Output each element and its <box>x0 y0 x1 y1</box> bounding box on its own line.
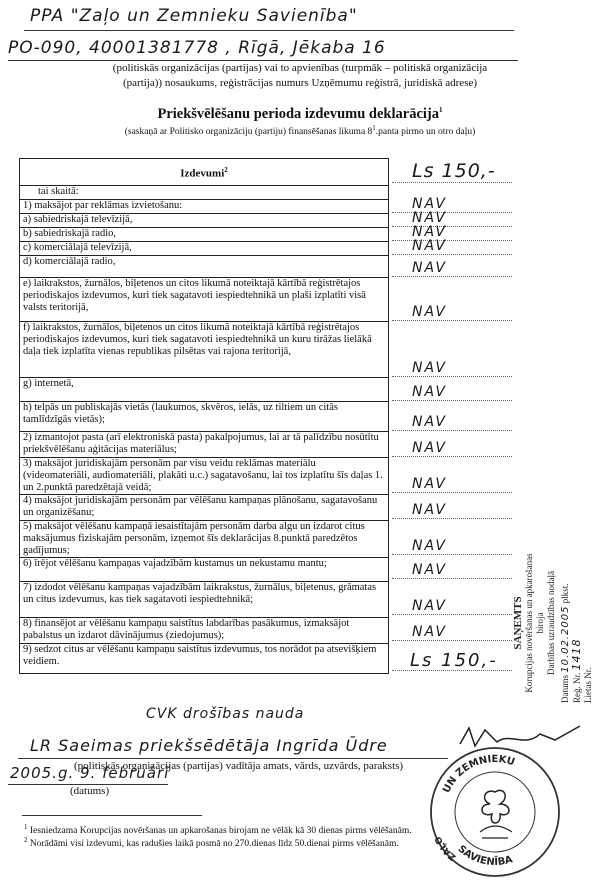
table-row <box>20 582 389 618</box>
subtitle-sup: 1 <box>372 124 376 132</box>
row-amount-line <box>392 670 512 671</box>
row-amount-line <box>392 430 512 431</box>
registration-underline <box>8 60 518 61</box>
row-label: 2) izmantojot pasta (arī elektroniskā pasta) pakalpojumus, lai ar tā palīdzību nosūtītu priekšvēlēšanu aģitācijas materiālus; <box>20 432 389 458</box>
stamp-clover-emblem <box>482 790 509 823</box>
row-label: 9) sedzot citus ar vēlēšanu kampaņu saistītus izdevumus, tos norādot pa atsevišķiem veidiem. <box>20 644 389 674</box>
page-title-footnote-ref: 1 <box>439 106 443 115</box>
footnote-separator <box>22 815 202 816</box>
table-row <box>20 495 389 521</box>
row-label: c) komerciālajā televīzijā, <box>20 242 389 256</box>
row-amount: NAV <box>412 384 447 400</box>
row-label: 5) maksājot vēlēšanu kampaņā iesaistītajām personām darba algu un izdarot citus maksājumus fiziskajām personām, izņemot šīs deklarācijas 8.punktā paredzētos gadījumus; <box>20 521 389 558</box>
row-amount: NAV <box>412 360 447 376</box>
row-amount: NAV <box>412 624 447 640</box>
footnote-2-num: 2 <box>24 836 28 844</box>
row-label: f) laikrakstos, žurnālos, biļetenos un citos likumā noteiktajā kārtībā reģistrētajos periodiskajos izdevumos, kuri tiek sagatavoti iespiedtehnikā un kuru tirāžas lielākā daļa tiek izplatīta vienas republikas pilsētas vai rajona teritorijā, <box>20 322 389 378</box>
row-label: 7) izdodot vēlēšanu kampaņas vajadzībām laikrakstus, žurnālus, biļetenus, grāmatas un citus izdevumus, kas tiek sagatavoti iespiedtehnikā; <box>20 582 389 618</box>
table-row <box>20 200 389 214</box>
stamp-case-label: Lietas Nr. <box>583 667 593 703</box>
signature-name-handwritten: LR Saeimas priekšsēdētāja Ingrīda Ūdre <box>30 736 388 755</box>
row-amount: NAV <box>412 304 447 320</box>
table-row <box>20 402 389 432</box>
table-row <box>20 558 389 582</box>
page-title <box>0 106 600 123</box>
date-caption: (datums) <box>70 785 110 797</box>
footnote-1-num: 1 <box>24 823 28 831</box>
page-title-text: Priekšvēlēšanu perioda izdevumu deklarācija <box>157 106 440 122</box>
row9-handwritten-note: CVK drošības nauda <box>146 706 305 722</box>
footnote-2-text: Norādāmi visi izdevumi, kas radušies laikā posmā no 270.dienas līdz 50.dienai pirms vēlēšanām. <box>29 839 399 850</box>
table-header-label: Izdevumi <box>180 167 225 180</box>
row-amount-line <box>392 240 512 241</box>
row-amount-line <box>392 492 512 493</box>
table-row <box>20 432 389 458</box>
row-label: b) sabiedriskajā radio, <box>20 228 389 242</box>
row-label: h) telpās un publiskajās vietās (laukumos, skvēros, ielās, uz tiltiem un citās tamlīdzīgās vietās); <box>20 402 389 432</box>
table-row <box>20 228 389 242</box>
received-stamp <box>510 540 600 703</box>
header-caption-1: (politiskās organizācijas (partijas) vai to apvienības (turpmāk – politiskā organizācija <box>112 62 488 74</box>
stamp-wheat-emblem <box>480 826 512 838</box>
stamp-date-label: Datums <box>560 675 570 703</box>
table-row <box>20 458 389 495</box>
footnote-2 <box>24 836 399 849</box>
row-amount-line <box>392 518 512 519</box>
total-amount-line <box>392 182 512 183</box>
row-amount: NAV <box>412 196 447 212</box>
stamp-reg-row <box>571 543 583 703</box>
stamp-line-1: Korupcijas novēršanas un apkarošanas biroja <box>524 553 545 693</box>
total-amount-handwritten: Ls 150,- <box>412 160 496 182</box>
table-header-row <box>20 159 389 186</box>
expenses-table <box>19 158 389 674</box>
row-amount: NAV <box>412 502 447 518</box>
party-name-handwritten: PPA "Zaļo un Zemnieku Savienība" <box>30 6 358 26</box>
round-stamp-bottom-text: SAVIENĪBA <box>455 843 514 869</box>
row-label: tai skaitā: <box>20 186 389 200</box>
row-amount: NAV <box>412 414 447 430</box>
table-row <box>20 322 389 378</box>
table-row <box>20 278 389 322</box>
row-label: e) laikrakstos, žurnālos, biļetenos un citos likumā noteiktajā kārtībā reģistrētajos periodiskajos izdevumos, kuri tiek sagatavoti iespiedtehnikā un plaši izplatīti visā valsts teritorijā, <box>20 278 389 322</box>
row-label: 4) maksājot juridiskajām personām par vēlēšanu kampaņas plānošanu, sagatavošanu un organizēšanu; <box>20 495 389 521</box>
table-row <box>20 214 389 228</box>
signature-date-handwritten: 2005.g. 9. februārī <box>10 764 170 782</box>
row-label: 1) maksājot par reklāmas izvietošanu: <box>20 200 389 214</box>
footnote-1 <box>24 823 412 836</box>
row-label: a) sabiedriskajā televīzijā, <box>20 214 389 228</box>
row-amount: NAV <box>412 562 447 578</box>
received-stamp-inner <box>513 543 599 703</box>
table-header-sup: 2 <box>224 166 228 175</box>
footnote-1-text: Iesniedzama Korupcijas novēršanas un apkarošanas birojam ne vēlāk kā 30 dienas pirms vēlēšanām. <box>29 826 412 837</box>
row-label: 3) maksājot juridiskajām personām par visu veidu reklāmas materiālu (videomateriāli, audiomateriāli, plakāti u.c.) sagatavošanu, lai tos izplatītu šīs daļas 1. un 2.punktā paredzētajā veidā; <box>20 458 389 495</box>
signature-caption: (politiskās organizācijas (partijas) vadītāja amats, vārds, uzvārds, paraksts) <box>74 760 404 772</box>
table-row <box>20 618 389 644</box>
row-amount: Ls 150,- <box>410 650 498 671</box>
party-name-underline <box>24 30 514 31</box>
stamp-line-2: Darbības uzraudzības nodaļā <box>546 571 556 675</box>
row-amount-line <box>392 254 512 255</box>
svg-text:UN ZEMNIEKU <box>441 754 516 795</box>
row-label: d) komerciālajā radio, <box>20 256 389 278</box>
row-amount-line <box>392 212 512 213</box>
row-amount: NAV <box>412 238 447 254</box>
subtitle-text: (saskaņā ar Politisko organizāciju (partiju) finansēšanas likuma 8 <box>124 127 373 138</box>
stamp-title: SAŅEMTS <box>512 596 524 650</box>
table-row <box>20 242 389 256</box>
table-header-cell <box>20 159 389 186</box>
row-amount-line <box>392 400 512 401</box>
stamp-date-row <box>560 543 571 703</box>
row-amount: NAV <box>412 598 447 614</box>
stamp-reg-label: Reģ. Nr. <box>572 672 582 703</box>
table-row <box>20 256 389 278</box>
row-amount-line <box>392 554 512 555</box>
svg-text:SAVIENĪBA <box>455 844 514 869</box>
table-row <box>20 378 389 402</box>
row-label: 8) finansējot ar vēlēšanu kampaņu saistītus labdarības pasākumus, izmaksājot pabalstus un izdarot dāvinājumus (ziedojumus); <box>20 618 389 644</box>
expenses-table-body <box>20 159 389 674</box>
party-round-stamp <box>420 740 570 885</box>
row-amount: NAV <box>412 440 447 456</box>
row-amount: NAV <box>412 260 447 276</box>
row-amount-line <box>392 456 512 457</box>
round-stamp-left-text: ZAĻO <box>433 834 459 862</box>
row-amount: NAV <box>412 224 447 240</box>
row-amount-line <box>392 226 512 227</box>
stamp-date-value: 10.02.2005 <box>560 605 571 673</box>
row-label: g) internetā, <box>20 378 389 402</box>
page-subtitle <box>0 124 600 137</box>
row-amount-line <box>392 276 512 277</box>
round-stamp-top-text: UN ZEMNIEKU <box>441 753 517 795</box>
row-amount-line <box>392 320 512 321</box>
header-caption-2: (partija)) nosaukums, reģistrācijas numurs Uzņēmumu reģistrā, juridiskā adrese) <box>122 77 478 89</box>
stamp-reg-value: 1418 <box>570 638 583 671</box>
signature-line <box>18 758 448 759</box>
row-amount-line <box>392 614 512 615</box>
row-amount-line <box>392 578 512 579</box>
table-row <box>20 521 389 558</box>
row-amount: NAV <box>412 210 447 226</box>
svg-text:ZAĻO <box>433 834 458 862</box>
row-amount-line <box>392 640 512 641</box>
row-amount: NAV <box>412 538 447 554</box>
registration-address-handwritten: PO-090, 40001381778 , Rīgā, Jēkaba 16 <box>8 38 386 58</box>
row-label: 6) īrējot vēlēšanu kampaņas vajadzībām kustamus un nekustamu mantu; <box>20 558 389 582</box>
subtitle-end: .panta pirmo un otro daļu) <box>375 127 476 138</box>
row-amount-line <box>392 376 512 377</box>
stamp-time-suffix: plkst. <box>560 583 570 604</box>
table-row <box>20 644 389 674</box>
row-amount: NAV <box>412 476 447 492</box>
table-row <box>20 186 389 200</box>
